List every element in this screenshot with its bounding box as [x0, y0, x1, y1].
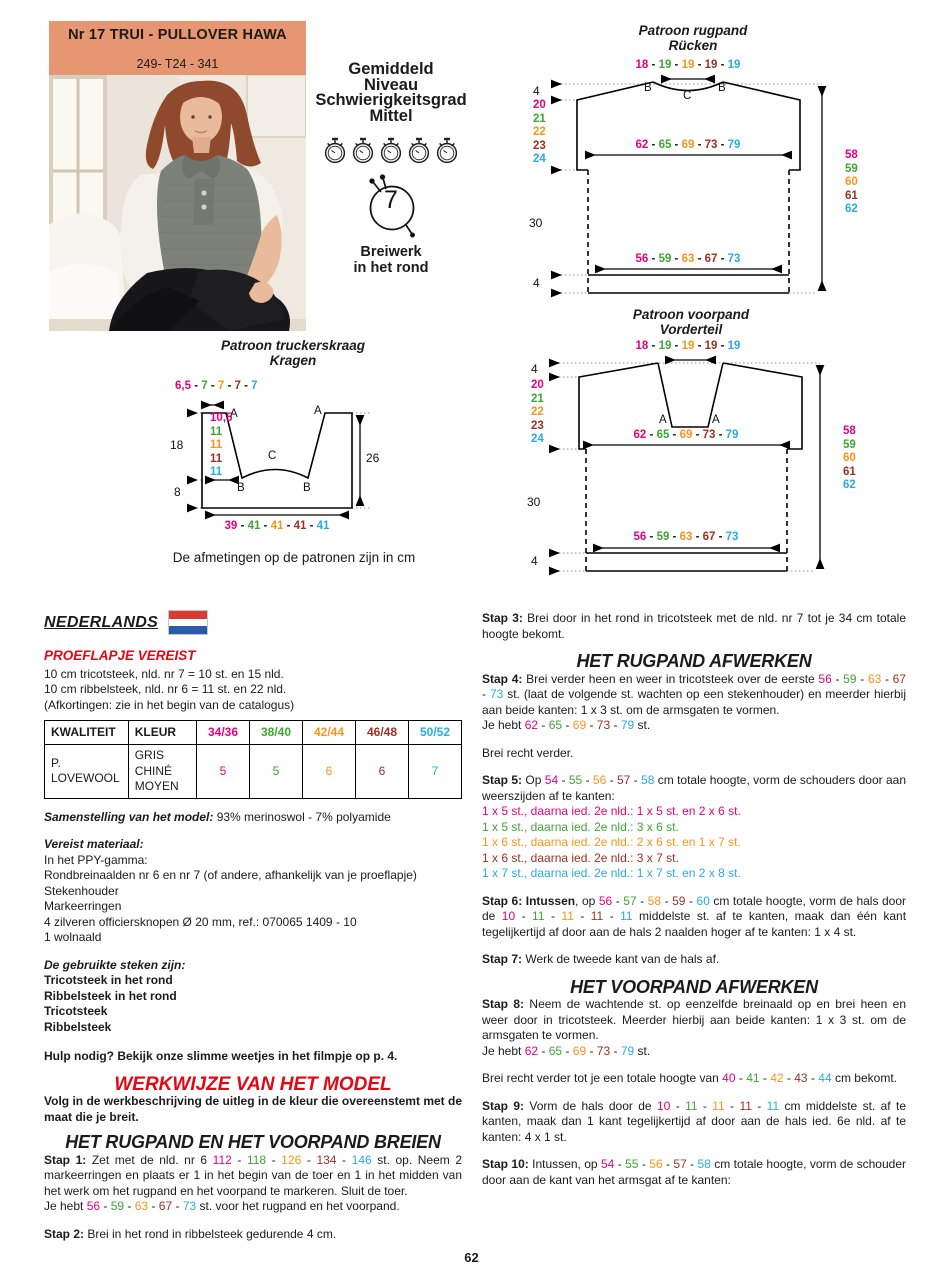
language-heading: NEDERLANDS	[44, 613, 159, 631]
instructions-intro: Volg in de werkbeschrijving de uitleg in de kleur die overeenstemt met de maat die je breit.	[44, 1094, 462, 1124]
size-header: 38/40	[250, 721, 303, 745]
instructions-main-title: WERKWIJZE VAN HET MODEL	[114, 1073, 392, 1095]
difficulty-text: Gemiddeld Niveau Schwierigkeitsgrad Mittel	[315, 60, 467, 125]
back-diagram-title: Patroon rugpand Rücken	[638, 23, 748, 53]
table-row	[45, 745, 462, 799]
table-header-row	[45, 721, 462, 745]
stopwatch-icon	[379, 137, 403, 164]
left-column	[44, 610, 462, 1254]
needle-size-icon	[355, 172, 427, 238]
pattern-reference: 249- T24 - 341	[136, 57, 219, 71]
back-shoulder-drop: 4	[533, 84, 540, 98]
page-number: 62	[464, 1250, 479, 1265]
collar-pattern-diagram	[150, 338, 480, 550]
diagram-units-caption: De afmetingen op de patronen zijn in cm	[172, 550, 416, 565]
front-total-heights: 58 59 60 61 62	[843, 425, 856, 491]
back-chest-widths: 62 - 65 - 69 - 73 - 79	[635, 139, 741, 151]
yarn-color: GRIS CHINÉ MOYEN	[128, 745, 196, 799]
front-shoulder-drop: 4	[531, 362, 538, 376]
point-label-c: C	[268, 450, 277, 462]
point-label-a: A	[230, 408, 238, 420]
stopwatch-icon	[435, 137, 459, 164]
size-header: 50/52	[409, 721, 462, 745]
stopwatch-icon	[407, 137, 431, 164]
back-total-heights: 58 59 60 61 62	[845, 149, 858, 215]
point-label-b: B	[718, 82, 726, 94]
point-label-a: A	[314, 405, 322, 417]
step-2: Stap 2: Brei in het rond in ribbelsteek gedurende 4 cm.	[44, 1226, 337, 1241]
back-rib-height: 4	[533, 276, 540, 290]
step-7: Stap 7: Werk de tweede kant van de hals af.	[482, 952, 720, 966]
step-5: Stap 5: Op 54 - 55 - 56 - 57 - 58 cm totale hoogte, vorm de schouders door aan weerszijden af te kanten: 1 x 5 st., daarna ied. 2e nld.: 1 x 5 st. en 2 x 6 st. 1 x 5 st., daarna ied. 2e nld.: 3 x 6 st. 1 x 6 st., daarna ied. 2e nld.: 2 x 6 st. en 1 x 7 st. 1 x 6 st., daarna ied. 2e nld.: 3 x 7 st. 1 x 7 st., daarna ied. 2e nld.: 1 x 7 st. en 2 x 8 st.	[482, 773, 906, 880]
ball-count: 6	[356, 745, 409, 799]
quality-header: KWALITEIT	[45, 721, 129, 745]
step-8: Stap 8: Neem de wachtende st. op eenzelfde breinaald op en brei heen en weer door in tricotsteek. Meerder hierbij aan beide kanten: 1 x 3 st. om de armsgaten te vormen. Je hebt 62 - 65 - 69 - 73 - 79 st.	[482, 997, 906, 1058]
size-header: 42/44	[303, 721, 356, 745]
note-knit-straight-2: Brei recht verder tot je een totale hoogte van 40 - 41 - 42 - 43 - 44 cm bekomt.	[482, 1071, 897, 1085]
pattern-title: Nr 17 TRUI - PULLOVER HAWA	[68, 27, 287, 43]
front-rib-height: 4	[531, 554, 538, 568]
front-pattern-diagram	[495, 305, 940, 600]
point-label-b: B	[644, 82, 652, 94]
composition: Samenstelling van het model: 93% merinoswol - 7% polyamide	[44, 809, 391, 824]
back-yoke-heights: 20 21 22 23 24	[533, 99, 546, 165]
stitches-list: Tricotsteek in het rond Ribbelsteek in het rond Tricotsteek Ribbelsteek	[44, 973, 177, 1034]
step-3: Stap 3: Brei door in het rond in tricotsteek met de nld. nr 7 tot je 34 cm totale hoogte bekomt.	[482, 611, 906, 641]
step-1: Stap 1: Zet met de nld. nr 6 112 - 118 - 126 - 134 - 146 st. op. Neem 2 markeerringen en plaats er 1 in het begin van de toer en 1 in het midden van het werk om het rugpand en het voorpand te markeren. Sluit de toer. Je hebt 56 - 59 - 63 - 67 - 73 st. voor het rugpand en het voorpand.	[44, 1152, 463, 1213]
front-chest-widths: 62 - 65 - 69 - 73 - 79	[633, 429, 739, 441]
ball-count: 5	[250, 745, 303, 799]
collar-slope-heights: 10,5 11 11 11 11	[210, 412, 233, 478]
step-4: Stap 4: Brei verder heen en weer in tricotsteek over de eerste 56 - 59 - 63 - 67 - 73 st. (laat de volgende st. wachten op een stekenhouder) en meerder hierbij aan beide kanten: 1 x 3 st. om de armsgaten te vormen. Je hebt 62 - 65 - 69 - 73 - 79 st.	[482, 671, 906, 732]
point-label-a: A	[712, 414, 720, 426]
collar-top-widths: 6,5 - 7 - 7 - 7 - 7	[175, 380, 258, 392]
back-pattern-diagram	[497, 22, 937, 305]
color-header: KLEUR	[128, 721, 196, 745]
front-yoke-heights: 20 21 22 23 24	[531, 379, 544, 445]
step-6: Stap 6: Intussen, op 56 - 57 - 58 - 59 - 60 cm totale hoogte, vorm de hals door de 10 - 11 - 11 - 11 - 11 middelste st. af te kanten, maak dan één kant tegelijkertijd af door aan de hals 2 naalden hoger af te kanten: 1 x 4 st.	[482, 893, 907, 939]
point-label-b: B	[303, 482, 311, 494]
point-label-c: C	[683, 90, 692, 102]
difficulty-block	[308, 62, 474, 276]
collar-left-height-top: 18	[170, 438, 184, 452]
gauge-lines: 10 cm tricotsteek, nld. nr 7 = 10 st. en 15 nld. 10 cm ribbelsteek, nld. nr 6 = 11 st. en 22 nld. (Afkortingen: zie in het begin van de catalogus)	[44, 666, 295, 712]
netherlands-flag-icon	[168, 610, 208, 635]
stopwatch-icon	[323, 137, 347, 164]
collar-left-height-bottom: 8	[174, 485, 181, 499]
back-body-height: 30	[529, 216, 543, 230]
model-photo	[49, 75, 306, 331]
point-label-b: B	[237, 482, 245, 494]
ball-count: 5	[197, 745, 250, 799]
materials-list: In het PPY-gamma: Rondbreinaalden nr 6 en nr 7 (of andere, afhankelijk van je proeflapje) Stekenhouder Markeerringen 4 zilveren officiersknopen Ø 20 mm, ref.: 070065 1409 - 10 1 wolnaald	[44, 852, 417, 944]
stopwatch-icon	[351, 137, 375, 164]
step-9: Stap 9: Vorm de hals door de 10 - 11 - 11 - 11 - 11 cm middelste st. af te kanten, maak dan 1 kant tegelijkertijd af door aan de hals ied. 6e nld. af te kanten: 4 x 1 st.	[482, 1098, 907, 1144]
section-title-knit-body: HET RUGPAND EN HET VOORPAND BREIEN	[65, 1132, 441, 1152]
ball-count: 7	[409, 745, 462, 799]
pattern-header	[49, 21, 306, 75]
collar-right-height: 26	[366, 451, 380, 465]
section-title-back-finish: HET RUGPAND AFWERKEN	[576, 651, 812, 671]
back-hem-widths: 56 - 59 - 63 - 67 - 73	[635, 253, 741, 265]
point-label-a: A	[659, 414, 667, 426]
yarn-table	[44, 720, 462, 799]
ball-count: 6	[303, 745, 356, 799]
right-column	[482, 611, 906, 1200]
help-note: Hulp nodig? Bekijk onze slimme weetjes in het filmpje op p. 4.	[44, 1049, 398, 1063]
model-photo-card	[49, 21, 306, 331]
note-knit-straight: Brei recht verder.	[482, 745, 574, 760]
stitches-heading: De gebruikte steken zijn:	[44, 957, 186, 972]
back-neck-widths: 18 - 19 - 19 - 19 - 19	[635, 59, 741, 71]
yarn-quality: P. LOVEWOOL	[45, 745, 129, 799]
duration-stopwatches	[308, 137, 474, 164]
section-title-front-finish: HET VOORPAND AFWERKEN	[570, 976, 818, 997]
collar-diagram-title: Patroon truckerskraag Kragen	[220, 338, 366, 368]
size-header: 34/36	[197, 721, 250, 745]
front-body-height: 30	[527, 495, 541, 509]
front-hem-widths: 56 - 59 - 63 - 67 - 73	[633, 531, 739, 543]
needle-size: 7	[384, 186, 398, 214]
front-diagram-title: Patroon voorpand Vorderteil	[632, 307, 750, 337]
front-neck-widths: 18 - 19 - 19 - 19 - 19	[635, 340, 741, 352]
collar-bottom-widths: 39 - 41 - 41 - 41 - 41	[224, 520, 330, 532]
technique-label: Breiwerk in het rond	[353, 244, 429, 276]
gauge-heading: PROEFLAPJE VEREIST	[44, 648, 196, 663]
step-10: Stap 10: Intussen, op 54 - 55 - 56 - 57 - 58 cm totale hoogte, vorm de schouder door aan de kant van het armsgat af te kanten:	[482, 1157, 906, 1187]
size-header: 46/48	[356, 721, 409, 745]
materials-heading: Vereist materiaal:	[44, 837, 144, 851]
